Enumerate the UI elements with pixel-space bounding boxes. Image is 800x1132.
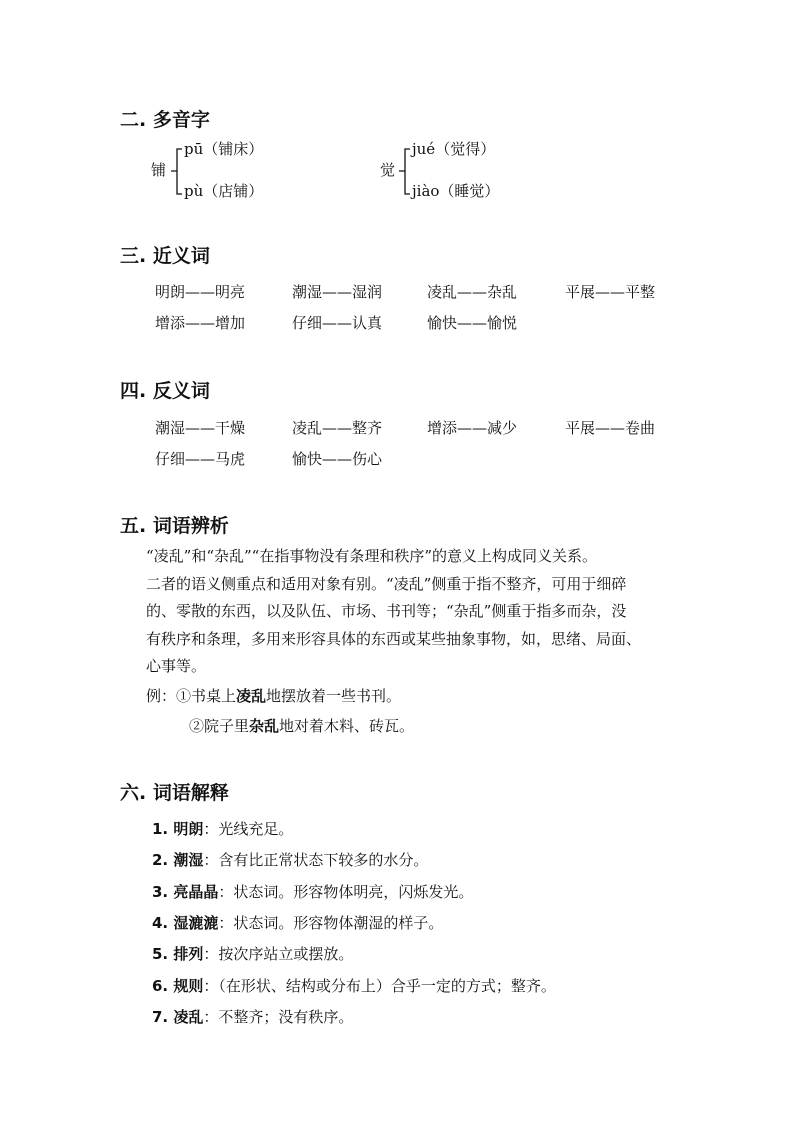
brace-icon	[398, 148, 412, 196]
brace-icon	[170, 148, 184, 196]
definition-term: 5. 排列	[152, 945, 204, 963]
example-text: 地摆放着一些书刊。	[266, 687, 402, 705]
example-text: ②院子里	[189, 717, 250, 735]
analysis-paragraph	[146, 543, 691, 681]
antonym-pair: 潮湿——干燥	[155, 419, 246, 437]
definition-text: ：（在形状、结构或分布上）合乎一定的方式；整齐。	[203, 977, 556, 995]
heading-definitions: 六. 词语解释	[120, 782, 229, 804]
synonym-pair: 平展——平整	[565, 283, 656, 301]
definition-term: 7. 凌乱	[152, 1008, 204, 1026]
definition-term: 1. 明朗	[152, 820, 204, 838]
definition-text: ：光线充足。	[203, 820, 294, 838]
polyphonic-char: 觉	[380, 161, 396, 179]
synonym-pair: 仔细——认真	[292, 314, 383, 332]
example-text: 地对着木料、砖瓦。	[279, 717, 415, 735]
example-label: 例：	[146, 687, 177, 705]
definition-item	[152, 976, 556, 996]
definition-text: ：状态词。形容物体潮湿的样子。	[218, 914, 444, 932]
definition-term: 6. 规则	[152, 977, 204, 995]
example-sentence-2	[189, 716, 414, 736]
heading-antonyms: 四. 反义词	[120, 380, 210, 402]
paragraph-line: 心事等。	[146, 657, 207, 675]
reading-top: jué（觉得）	[412, 140, 496, 158]
definition-item	[152, 819, 293, 839]
definition-text: ：含有比正常状态下较多的水分。	[203, 851, 429, 869]
polyphonic-char: 铺	[151, 161, 167, 179]
reading-bottom: jiào（睡觉）	[412, 182, 500, 200]
paragraph-line: “凌乱”和“杂乱”“在指事物没有条理和秩序”的意义上构成同义关系。	[146, 547, 598, 565]
definition-item	[152, 882, 473, 902]
antonym-pair: 愉快——伤心	[292, 450, 383, 468]
definition-item	[152, 944, 353, 964]
definition-term: 3. 亮晶晶	[152, 883, 219, 901]
synonym-pair: 增添——增加	[155, 314, 246, 332]
antonym-pair: 仔细——马虎	[155, 450, 246, 468]
reading-bottom: pù（店铺）	[184, 182, 264, 200]
example-sentence-1	[146, 686, 401, 706]
synonym-pair: 愉快——愉悦	[427, 314, 518, 332]
example-keyword: 杂乱	[249, 717, 280, 735]
example-keyword: 凌乱	[236, 687, 267, 705]
paragraph-line: 二者的语义侧重点和适用对象有别。“凌乱”侧重于指不整齐，可用于细碎	[146, 574, 627, 593]
definition-text: ：状态词。形容物体明亮，闪烁发光。	[218, 883, 474, 901]
paragraph-line: 有秩序和条理，多用来形容具体的东西或某些抽象事物，如，思绪、局面、	[146, 629, 642, 648]
definition-text: ：按次序站立或摆放。	[203, 945, 354, 963]
example-text: ①书桌上	[176, 687, 237, 705]
definition-item	[152, 850, 428, 870]
definition-item	[152, 913, 443, 933]
heading-polyphonic: 二. 多音字	[120, 109, 210, 131]
heading-synonyms: 三. 近义词	[120, 245, 210, 267]
antonym-pair: 平展——卷曲	[565, 419, 656, 437]
definition-text: ：不整齐；没有秩序。	[203, 1008, 354, 1026]
heading-word-analysis: 五. 词语辨析	[120, 515, 229, 537]
paragraph-line: 的、零散的东西，以及队伍、市场、书刊等；“杂乱”侧重于指多而杂，没	[146, 602, 627, 620]
synonym-pair: 潮湿——湿润	[292, 283, 383, 301]
antonym-pair: 凌乱——整齐	[292, 419, 383, 437]
definition-term: 4. 湿漉漉	[152, 914, 219, 932]
antonym-pair: 增添——减少	[427, 419, 518, 437]
synonym-pair: 明朗——明亮	[155, 283, 246, 301]
definition-term: 2. 潮湿	[152, 851, 204, 869]
definition-item	[152, 1007, 353, 1027]
reading-top: pū（铺床）	[184, 140, 264, 158]
synonym-pair: 凌乱——杂乱	[427, 283, 518, 301]
